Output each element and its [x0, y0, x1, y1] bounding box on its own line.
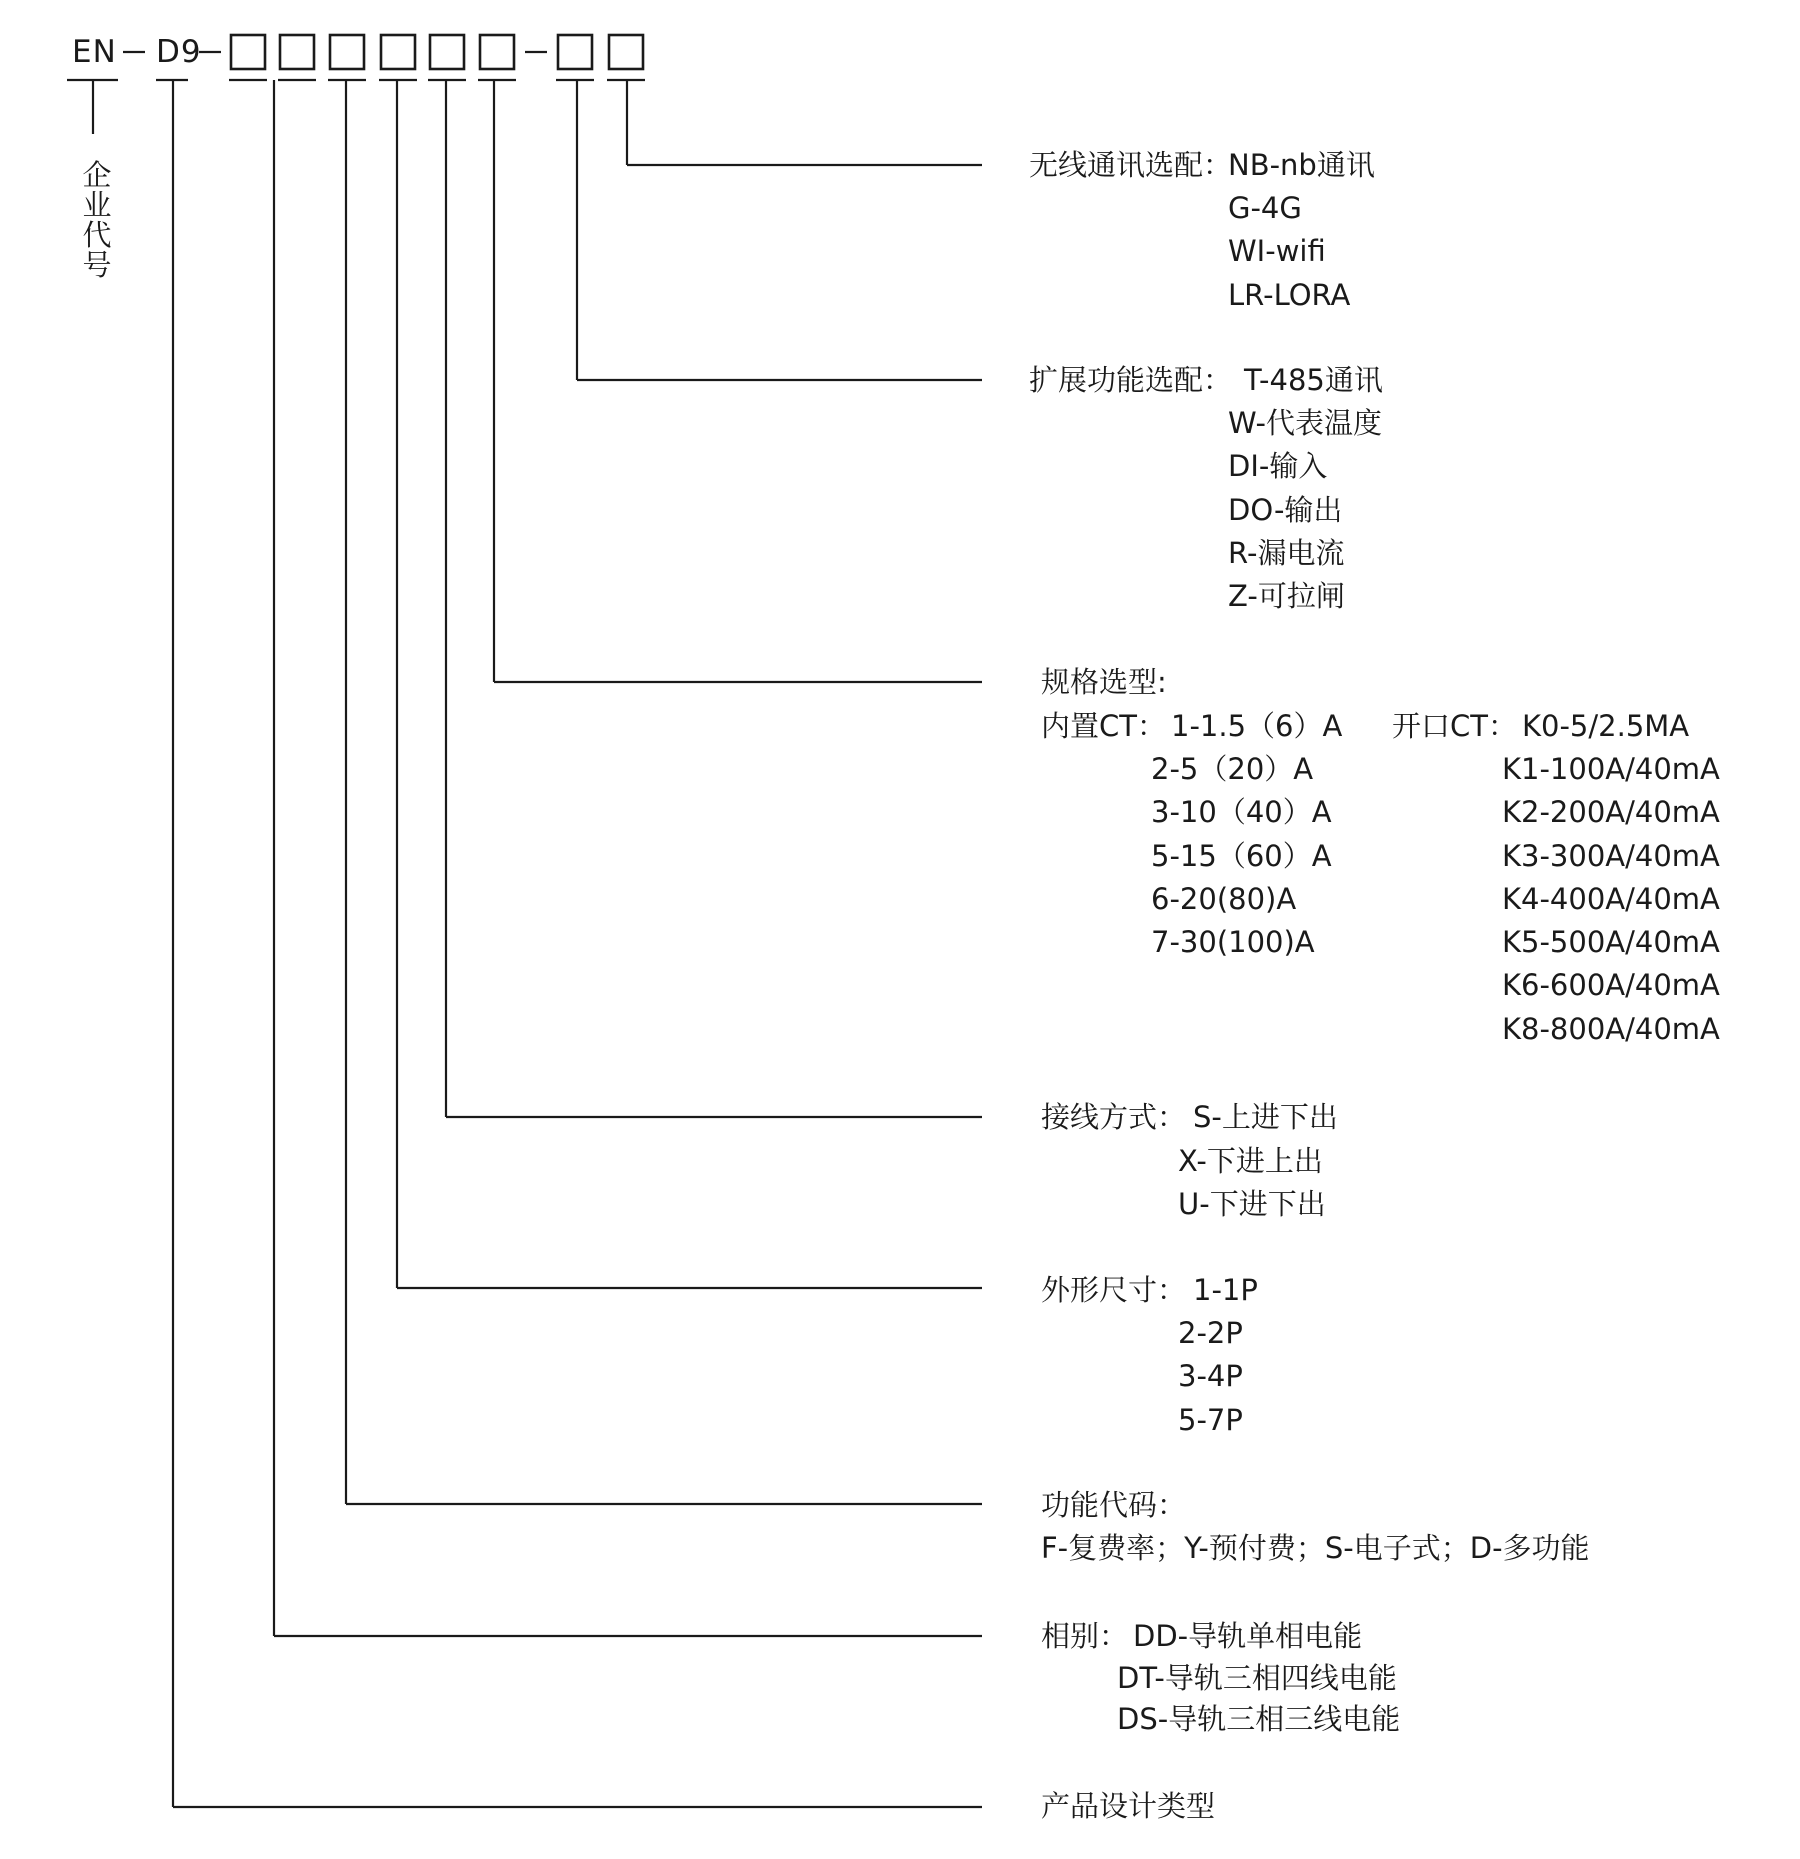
spec-open-option: K4-400A/40mA: [1502, 882, 1720, 916]
wireless-title: 无线通讯选配：: [1029, 148, 1233, 182]
code-box-8: [609, 35, 643, 69]
spec-open-option: K0-5/2.5MA: [1522, 709, 1690, 743]
code-box-4: [381, 35, 415, 69]
wireless-option: WI-wifi: [1228, 234, 1326, 268]
enterprise-char: 业: [82, 188, 112, 222]
spec-title: 规格选型:: [1041, 665, 1167, 699]
wireless-option: G-4G: [1228, 191, 1302, 225]
phase-title: 相别：: [1041, 1619, 1129, 1653]
spec-builtin-option: 1-1.5（6）A: [1171, 709, 1343, 743]
wiring-option: X-下进上出: [1178, 1144, 1323, 1178]
spec-open-option: K5-500A/40mA: [1502, 925, 1720, 959]
size-option: 5-7P: [1178, 1403, 1243, 1437]
phase-option: DS-导轨三相三线电能: [1117, 1702, 1401, 1736]
extension-option: R-漏电流: [1228, 536, 1345, 570]
spec-open-option: K1-100A/40mA: [1502, 752, 1720, 786]
extension-option: Z-可拉闸: [1228, 579, 1345, 613]
size-option: 1-1P: [1193, 1273, 1258, 1307]
spec-open-option: K3-300A/40mA: [1502, 839, 1720, 873]
extension-title: 扩展功能选配：: [1029, 363, 1233, 397]
extension-option: T-485通讯: [1244, 363, 1383, 397]
code-box-3: [330, 35, 364, 69]
enterprise-char: 号: [82, 248, 112, 282]
extension-option: DO-输出: [1228, 493, 1343, 527]
function-title: 功能代码：: [1041, 1488, 1187, 1522]
code-box-5: [430, 35, 464, 69]
wiring-option: S-上进下出: [1193, 1100, 1338, 1134]
spec-builtin-option: 6-20(80)A: [1151, 882, 1297, 916]
enterprise-code-label: [79, 160, 115, 280]
enterprise-char: 企: [82, 158, 112, 192]
extension-option: DI-输入: [1228, 449, 1328, 483]
wiring-title: 接线方式：: [1041, 1100, 1187, 1134]
function-options: F-复费率；Y-预付费；S-电子式；D-多功能: [1041, 1531, 1590, 1565]
wiring-option: U-下进下出: [1178, 1187, 1326, 1221]
model-prefix: EN: [72, 34, 117, 70]
wireless-option: LR-LORA: [1228, 278, 1351, 312]
spec-builtin-option: 3-10（40）A: [1151, 795, 1332, 829]
spec-builtin-option: 2-5（20）A: [1151, 752, 1314, 786]
spec-builtin-title: 内置CT：: [1041, 709, 1166, 743]
code-box-7: [558, 35, 592, 69]
spec-open-title: 开口CT：: [1392, 709, 1517, 743]
size-option: 3-4P: [1178, 1359, 1243, 1393]
model-series: D9: [156, 34, 202, 70]
code-box-1: [231, 35, 265, 69]
design-type-label: 产品设计类型: [1041, 1789, 1216, 1823]
wireless-option: NB-nb通讯: [1228, 148, 1375, 182]
size-option: 2-2P: [1178, 1316, 1243, 1350]
code-box-2: [280, 35, 314, 69]
code-box-6: [480, 35, 514, 69]
spec-open-option: K2-200A/40mA: [1502, 795, 1720, 829]
spec-builtin-option: 7-30(100)A: [1151, 925, 1315, 959]
size-title: 外形尺寸：: [1041, 1273, 1187, 1307]
spec-builtin-option: 5-15（60）A: [1151, 839, 1332, 873]
spec-open-option: K8-800A/40mA: [1502, 1012, 1720, 1046]
phase-option: DD-导轨单相电能: [1133, 1619, 1363, 1653]
spec-open-option: K6-600A/40mA: [1502, 968, 1720, 1002]
phase-option: DT-导轨三相四线电能: [1117, 1661, 1397, 1695]
extension-option: W-代表温度: [1228, 406, 1382, 440]
enterprise-char: 代: [82, 218, 112, 252]
